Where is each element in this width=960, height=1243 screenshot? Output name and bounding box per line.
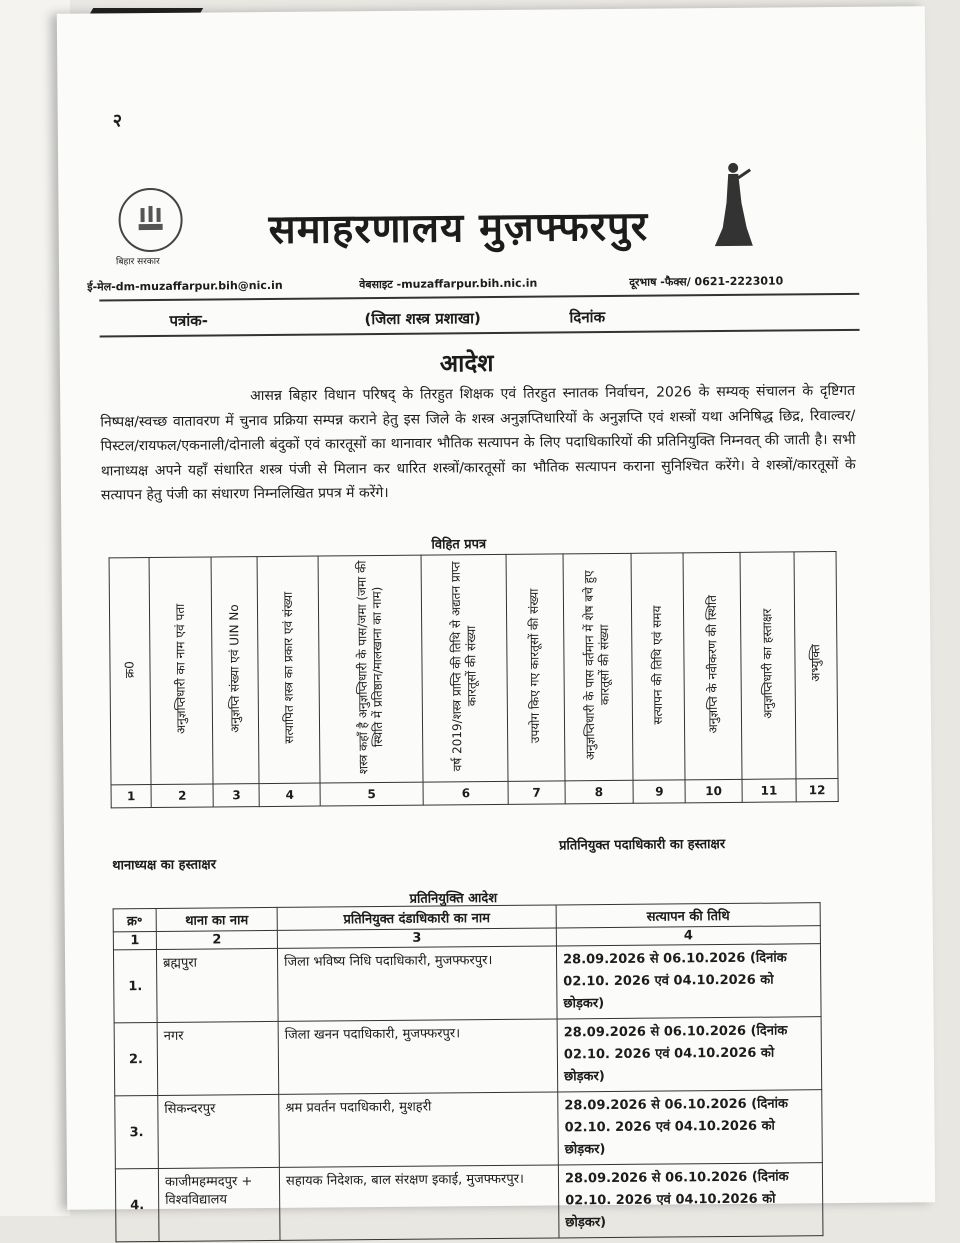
column-number: 4 [556, 926, 820, 946]
column-number: 1 [111, 785, 151, 808]
row-number: 1. [113, 949, 157, 1022]
header-text: अनुज्ञप्तिधारी का नाम एवं पता [173, 603, 189, 734]
verification-date: 28.09.2026 से 06.10.2026 (दिनांक 02.10. 2026 एवं 04.10.2026 को छोड़कर) [558, 1090, 823, 1165]
verification-date: 28.09.2026 से 06.10.2026 (दिनांक 02.10. 2026 एवं 04.10.2026 को छोड़कर) [558, 1163, 823, 1238]
format-header-cell [211, 557, 259, 784]
header-text: क्र0 [122, 660, 137, 678]
table-row [113, 944, 821, 1023]
format-header-cell [506, 554, 564, 781]
statue-logo-icon [708, 158, 759, 248]
format-header-cell [421, 554, 508, 782]
officer-name: सहायक निदेशक, बाल संरक्षण इकाई, मुजफ्फरपुर। [279, 1165, 559, 1240]
deputation-table [113, 902, 824, 1242]
station-name: सिकन्दरपुर [158, 1094, 280, 1168]
header-text: अनुज्ञप्ति संख्या एवं UIN No [227, 603, 243, 733]
verification-date: 28.09.2026 से 06.10.2026 (दिनांक 02.10. 2026 एवं 04.10.2026 को छोड़कर) [556, 944, 821, 1019]
website-text: वेबसाइट -muzaffarpur.bih.nic.in [359, 276, 538, 292]
column-number: 2 [156, 930, 277, 949]
order-paragraph [100, 379, 856, 508]
format-header-cell [683, 552, 741, 779]
branch-name: (जिला शस्त्र प्रशाखा) [364, 309, 481, 329]
office-title: समाहरणालय मुज़फ्फरपुर [268, 203, 649, 253]
column-number: 4 [259, 783, 320, 807]
column-number: 2 [151, 784, 214, 808]
date-label: दिनांक [569, 308, 606, 327]
format-header-cell [631, 553, 685, 780]
header-cell: सत्यापन की तिथि [556, 903, 820, 928]
bihar-emblem-icon [118, 188, 183, 253]
row-number: 4. [115, 1168, 159, 1241]
format-header-cell [563, 553, 634, 781]
page-mark: २ [112, 110, 123, 132]
column-number: 10 [685, 779, 742, 802]
header-text: अनुज्ञप्तिधारी का हस्ताक्षर [759, 608, 775, 719]
column-number: 3 [277, 928, 556, 948]
header-text: सत्यापन की तिथि एवं समय [650, 605, 666, 725]
header-cell: प्रतिनियुक्त दंडाधिकारी का नाम [277, 905, 556, 930]
row-number: 2. [114, 1022, 158, 1095]
column-number: 3 [213, 784, 259, 807]
table-row [114, 1017, 822, 1096]
format-label: विहित प्रपत्र [431, 537, 487, 553]
format-header-cell [257, 556, 319, 784]
format-header-row [109, 552, 838, 785]
order-heading: आदेश [439, 349, 494, 378]
column-number: 5 [320, 782, 424, 806]
format-header-cell [109, 558, 151, 785]
register-format-table [109, 551, 839, 808]
format-header-cell [740, 552, 796, 779]
deputation-title: प्रतिनियुक्ति आदेश [409, 891, 498, 907]
letter-number: पत्रांक- [169, 311, 208, 330]
header-text: उपयोग किए गए कारतूसों की संख्या [527, 588, 543, 743]
header-text: अनुज्ञप्ति के नवीकरण की स्थिति [704, 594, 720, 734]
header-text: शस्त्र कहाँ है अनुज्ञप्तिधारी के पास/जमा (जमा की स्थिति में प्रतिष्ठान/मालखाना का नाम) [354, 560, 386, 775]
emblem-caption: बिहार सरकार [115, 256, 160, 268]
header-text: सत्यापित शस्त्र का प्रकार एवं संख्या [280, 591, 296, 744]
format-header-cell [149, 557, 213, 785]
header-cell: क्र॰ [113, 908, 156, 931]
format-header-cell [318, 555, 423, 783]
station-officer-signature: थानाध्यक्ष का हस्ताक्षर [112, 857, 217, 874]
officer-name: जिला भविष्य निधि पदाधिकारी, मुजफ्फरपुर। [277, 946, 557, 1021]
column-number: 11 [742, 779, 796, 802]
table-row [115, 1163, 823, 1242]
divider-top [99, 293, 859, 302]
divider-bottom [100, 329, 860, 338]
deputed-officer-signature: प्रतिनियुक्त पदाधिकारी का हस्ताक्षर [559, 837, 726, 854]
column-number: 12 [796, 779, 838, 802]
column-number: 6 [423, 781, 508, 805]
format-number-row [111, 779, 838, 808]
station-name: नगर [157, 1021, 279, 1095]
verification-date: 28.09.2026 से 06.10.2026 (दिनांक 02.10. 2026 एवं 04.10.2026 को छोड़कर) [557, 1017, 822, 1092]
format-header-cell [794, 552, 838, 779]
order-text: आसन्न बिहार विधान परिषद् के तिरहुत शिक्षक एवं तिरहुत स्नातक निर्वाचन, 2026 के सम्यक् संचालन के दृष्टिगत निष्पक्ष/स्वच्छ वातावरण में चुनाव प्रक्रिया सम्पन्न कराने हेतु इस जिले के शस्त्र अनुज्ञप्तिधारियों के अनुज्ञप्ति एवं शस्त्रों यथा अनिषिद्ध छिद्र, रिवाल्वर/पिस्टल/रायफल/एकनाली/दोनाली बंदुकों एवं कारतूसों का थानावार भौतिक सत्यापन के लिए पदाधिकारियों की प्रतिनियुक्ति निम्नवत् की जाती है। सभी थानाध्यक्ष अपने यहाँ संधारित शस्त्र पंजी से मिलान कर धारित शस्त्रों/कारतूसों का भौतिक सत्यापन कराना सुनिश्चित करेंगे। वे शस्त्रों/कारतूसों के सत्यापन हेतु पंजी का संधारण निम्नलिखित प्रपत्र में करेंगे। [100, 382, 856, 504]
table-row [115, 1090, 823, 1169]
header-cell: थाना का नाम [156, 907, 277, 931]
document-page [57, 6, 935, 1231]
phone-text: दूरभाष -फैक्स/ 0621-2223010 [629, 274, 784, 289]
column-number: 9 [633, 780, 685, 803]
header-text: अनुज्ञप्तिधारी के पास वर्तमान में शेष बचे हुए कारतूसों की संख्या [582, 570, 613, 761]
station-name: ब्रह्मपुरा [156, 948, 278, 1022]
column-number: 7 [508, 781, 565, 804]
row-number: 3. [115, 1095, 159, 1168]
officer-name: जिला खनन पदाधिकारी, मुजफ्फरपुर। [278, 1019, 558, 1094]
header-text: अभ्युक्ति [808, 644, 823, 683]
station-name: काजीमहम्मदपुर + विश्वविद्यालय [158, 1167, 280, 1241]
officer-name: श्रम प्रवर्तन पदाधिकारी, मुशहरी [279, 1092, 559, 1167]
header-text: वर्ष 2019/शस्त्र प्राप्ति की तिथि से अद्यतन प्राप्त कारतूसों की संख्या [448, 561, 480, 772]
column-number: 1 [113, 931, 156, 949]
column-number: 8 [565, 780, 634, 804]
email-text: ई-मेल-dm-muzaffarpur.bih@nic.in [87, 278, 283, 294]
